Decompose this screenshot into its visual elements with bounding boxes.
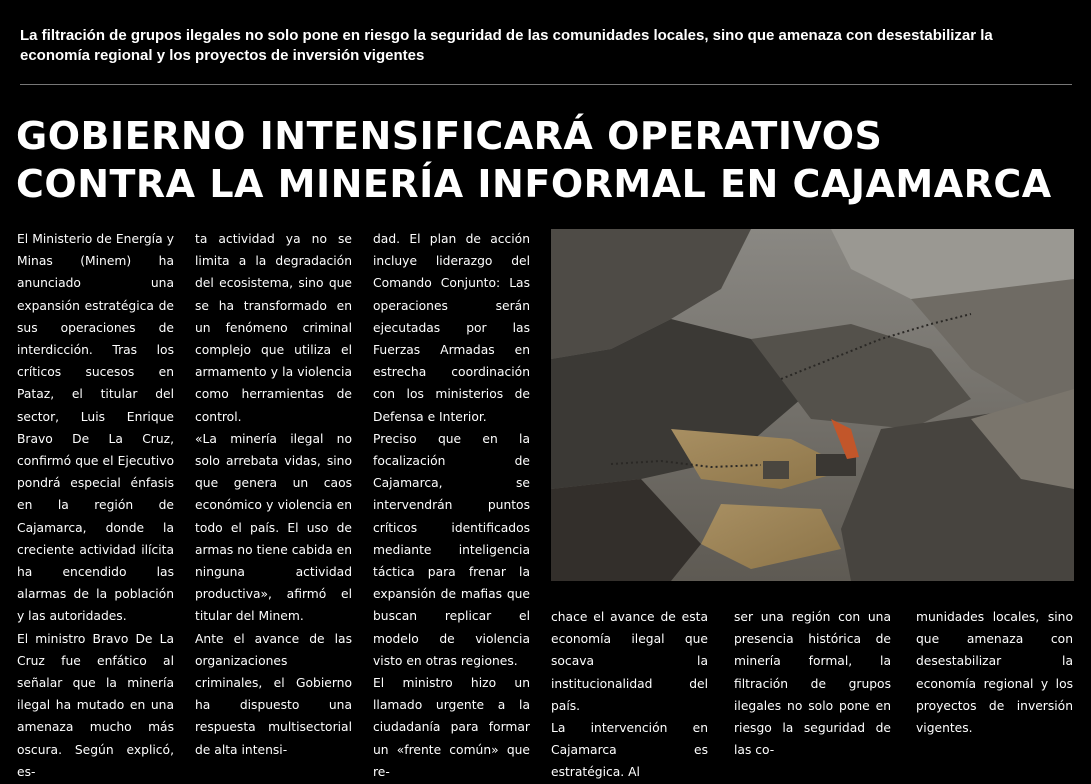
body-paragraph: «La minería ilegal no solo arrebata vidas, sino que genera un caos económico y violencia en todo el país. El uso de armas no tiene cabida en ninguna actividad productiva», afirmó el titular del Minem. [195,431,352,624]
body-paragraph: dad. El plan de acción incluye liderazgo del Comando Conjunto: Las operaciones serán ejecutadas por las Fuerzas Armadas en estrecha coordinación con los ministerios de Defensa e Interior. [373,232,530,424]
body-paragraph: chace el avance de esta economía ilegal que socava la institucionalidad del país. [551,610,708,713]
mining-site-photo [551,229,1074,581]
headline-line-1: GOBIERNO INTENSIFICARÁ OPERATIVOS [16,114,883,158]
body-paragraph: El Ministerio de Energía y Minas (Minem) ha anunciado una expansión estratégica de sus operaciones de interdicción. Tras los críticos sucesos en Pataz, el titular del sector, Luis Enrique Bravo De La Cruz, confirmó que el Ejecutivo pondrá especial énfasis en la región de Cajamarca, donde la creciente actividad ilícita ha encendido las alarmas de la población y las autoridades. [17,232,174,624]
body-paragraph: La intervención en Cajamarca es estratégica. Al [551,721,708,780]
body-column-3 [373,228,530,783]
body-paragraph: El ministro Bravo De La Cruz fue enfático al señalar que la minería ilegal ha mutado en una amenaza mucho más oscura. Según explicó, es- [17,631,174,779]
headline [16,112,1086,208]
body-paragraph: ta actividad ya no se limita a la degradación del ecosistema, sino que se ha transformado en un fenómeno criminal complejo que utiliza el armamento y la violencia como herramientas de control. [195,232,352,424]
body-paragraph: ser una región con una presencia histórica de minería formal, la filtración de grupos ilegales no solo pone en riesgo la seguridad de las co- [734,610,891,758]
mining-site-illustration [551,229,1074,581]
body-paragraph: munidades locales, sino que amenaza con desestabilizar la economía regional y los proyectos de inversión vigentes. [916,610,1073,736]
body-paragraph: Preciso que en la focalización de Cajamarca, se intervendrán puntos críticos identificados mediante inteligencia táctica para frenar la expansión de mafias que buscan replicar el modelo de violencia visto en otras regiones. [373,431,530,668]
lead-paragraph: La filtración de grupos ilegales no solo pone en riesgo la seguridad de las comunidades locales, sino que amenaza con desestabilizar la economía regional y los proyectos de inversión vigentes [20,27,993,64]
headline-line-2: CONTRA LA MINERÍA INFORMAL EN CAJAMARCA [16,162,1052,206]
body-column-6 [916,606,1073,739]
body-column-4 [551,606,708,784]
divider-rule [20,84,1072,85]
body-column-1 [17,228,174,783]
body-column-2 [195,228,352,761]
body-paragraph: Ante el avance de las organizaciones criminales, el Gobierno ha dispuesto una respuesta multisectorial de alta intensi- [195,631,352,757]
body-column-5 [734,606,891,761]
body-paragraph: El ministro hizo un llamado urgente a la ciudadanía para formar un «frente común» que re- [373,676,530,779]
